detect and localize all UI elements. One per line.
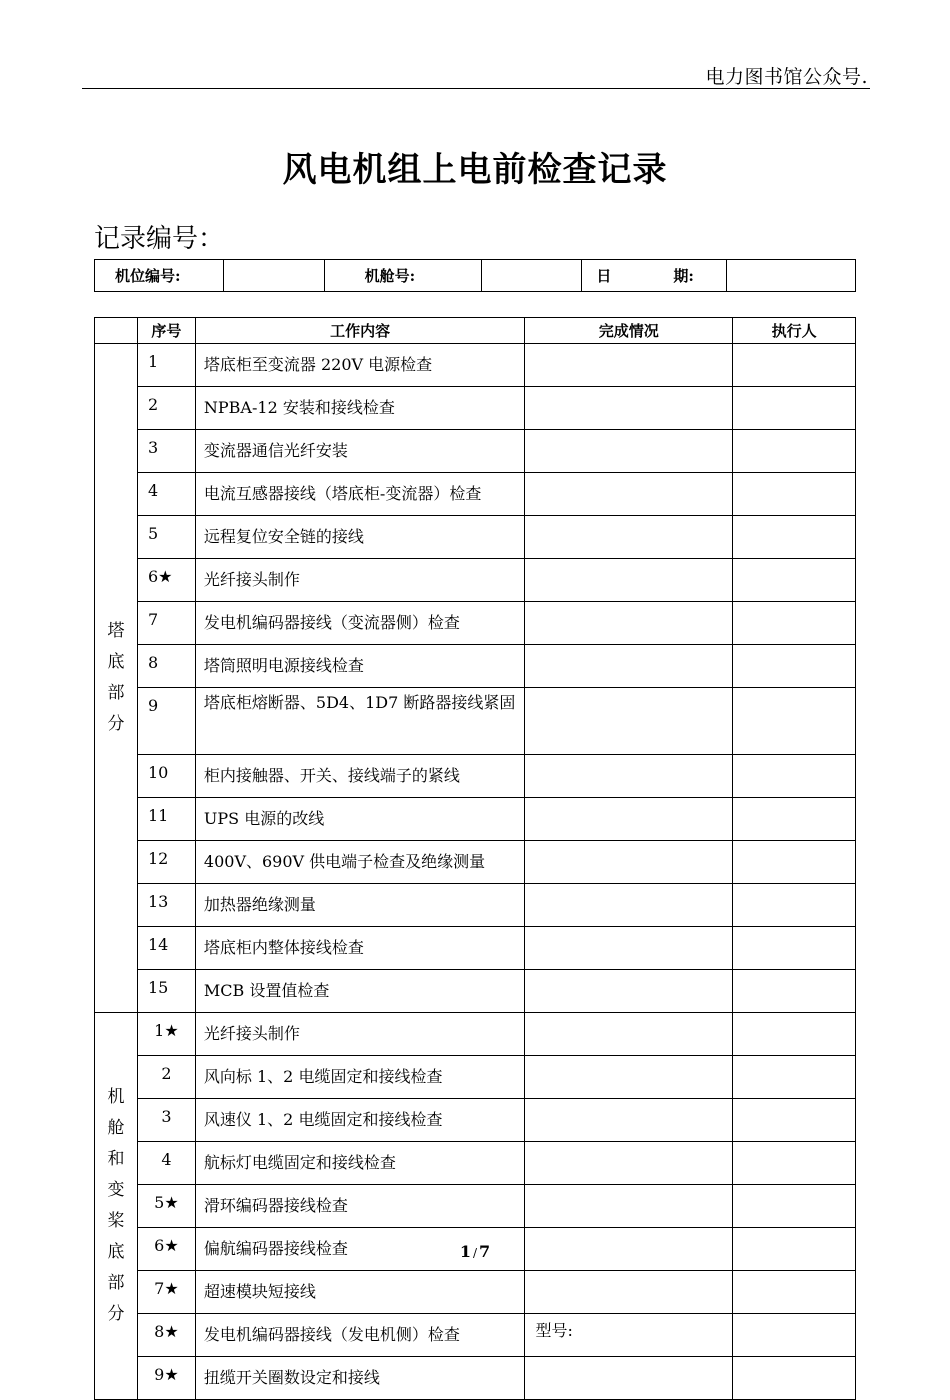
row-executor[interactable]	[733, 516, 856, 559]
table-row	[95, 927, 856, 970]
header-rule	[82, 88, 870, 89]
row-executor[interactable]	[733, 1185, 856, 1228]
row-content: 发电机编码器接线（发电机侧）检查	[195, 1314, 525, 1357]
row-number: 1	[137, 344, 195, 387]
row-executor[interactable]	[733, 1142, 856, 1185]
page-number: 1	[459, 1242, 471, 1261]
row-executor[interactable]	[733, 344, 856, 387]
row-number: 7	[137, 602, 195, 645]
row-content: 塔筒照明电源接线检查	[195, 645, 525, 688]
table-row	[95, 1185, 856, 1228]
row-content: 光纤接头制作	[195, 559, 525, 602]
row-executor[interactable]	[733, 1056, 856, 1099]
row-number: 14	[137, 927, 195, 970]
table-row	[95, 1271, 856, 1314]
row-content: 滑环编码器接线检查	[195, 1185, 525, 1228]
row-content: 变流器通信光纤安装	[195, 430, 525, 473]
row-content: 加热器绝缘测量	[195, 884, 525, 927]
row-content: UPS 电源的改线	[195, 798, 525, 841]
row-number: 3	[137, 430, 195, 473]
row-content: 航标灯电缆固定和接线检查	[195, 1142, 525, 1185]
row-number: 8★	[137, 1314, 195, 1357]
header-section-cell	[95, 318, 138, 344]
row-executor[interactable]	[733, 1271, 856, 1314]
info-table	[94, 259, 856, 292]
row-status[interactable]	[525, 344, 733, 387]
table-row	[95, 884, 856, 927]
row-executor[interactable]	[733, 970, 856, 1013]
row-status[interactable]	[525, 841, 733, 884]
row-status[interactable]	[525, 755, 733, 798]
row-status[interactable]	[525, 798, 733, 841]
row-executor[interactable]	[733, 645, 856, 688]
row-executor[interactable]	[733, 1013, 856, 1056]
row-number: 13	[137, 884, 195, 927]
row-content: 柜内接触器、开关、接线端子的紧线	[195, 755, 525, 798]
row-content: MCB 设置值检查	[195, 970, 525, 1013]
date-label-part1: 日	[596, 267, 612, 285]
row-executor[interactable]	[733, 798, 856, 841]
row-executor[interactable]	[733, 387, 856, 430]
table-row	[95, 1099, 856, 1142]
page-footer: 1 / 7	[459, 1242, 491, 1261]
section-label	[95, 344, 138, 1013]
row-number: 4	[137, 473, 195, 516]
section-name: 机舱和变桨底部分	[107, 1087, 125, 1324]
row-executor[interactable]	[733, 473, 856, 516]
table-row	[95, 1142, 856, 1185]
table-row	[95, 559, 856, 602]
row-content: 塔底柜至变流器 220V 电源检查	[195, 344, 525, 387]
row-content: 风速仪 1、2 电缆固定和接线检查	[195, 1099, 525, 1142]
table-header-row	[95, 318, 856, 344]
column-header-content: 工作内容	[195, 318, 525, 344]
row-executor[interactable]	[733, 841, 856, 884]
row-status[interactable]	[525, 884, 733, 927]
table-row	[95, 841, 856, 884]
table-row	[95, 645, 856, 688]
row-content: 电流互感器接线（塔底柜-变流器）检查	[195, 473, 525, 516]
table-row	[95, 1013, 856, 1056]
column-header-no: 序号	[137, 318, 195, 344]
row-number: 8	[137, 645, 195, 688]
row-status[interactable]	[525, 1271, 733, 1314]
row-executor[interactable]	[733, 1099, 856, 1142]
row-number: 9	[137, 688, 195, 755]
row-status[interactable]	[525, 1056, 733, 1099]
row-status[interactable]	[525, 473, 733, 516]
row-executor[interactable]	[733, 559, 856, 602]
header-text: 电力图书馆公众号.	[705, 66, 868, 88]
row-status[interactable]	[525, 387, 733, 430]
nacelle-number-label: 机舱号:	[324, 260, 482, 292]
record-number-label: 记录编号：	[94, 224, 225, 254]
row-number: 3	[137, 1099, 195, 1142]
table-row	[95, 387, 856, 430]
row-number: 12	[137, 841, 195, 884]
table-row	[95, 1056, 856, 1099]
row-status[interactable]	[525, 1142, 733, 1185]
row-status[interactable]	[525, 688, 733, 755]
row-number: 5	[137, 516, 195, 559]
table-row	[95, 430, 856, 473]
turbine-number-label: 机位编号:	[95, 260, 224, 292]
row-status[interactable]	[525, 559, 733, 602]
row-content: 400V、690V 供电端子检查及绝缘测量	[195, 841, 525, 884]
nacelle-number-value[interactable]	[482, 260, 582, 292]
table-row	[95, 798, 856, 841]
row-number: 6★	[137, 559, 195, 602]
column-header-executor: 执行人	[733, 318, 856, 344]
row-status[interactable]	[525, 516, 733, 559]
row-executor[interactable]	[733, 755, 856, 798]
row-number: 2	[137, 1056, 195, 1099]
date-value[interactable]	[727, 260, 856, 292]
page-total: 7	[479, 1242, 491, 1261]
row-status[interactable]	[525, 1099, 733, 1142]
row-number: 7★	[137, 1271, 195, 1314]
row-executor[interactable]	[733, 1314, 856, 1357]
row-number: 11	[137, 798, 195, 841]
row-status[interactable]	[525, 602, 733, 645]
row-content: NPBA-12 安装和接线检查	[195, 387, 525, 430]
row-number: 2	[137, 387, 195, 430]
row-executor[interactable]	[733, 688, 856, 755]
row-number: 4	[137, 1142, 195, 1185]
date-label	[582, 260, 727, 292]
table-row	[95, 688, 856, 755]
row-content: 扭缆开关圈数设定和接线	[195, 1357, 525, 1400]
table-row	[95, 516, 856, 559]
row-content: 远程复位安全链的接线	[195, 516, 525, 559]
table-row	[95, 1357, 856, 1400]
table-row	[95, 344, 856, 387]
row-number: 15	[137, 970, 195, 1013]
row-executor[interactable]	[733, 430, 856, 473]
page-title: 风电机组上电前检查记录	[282, 150, 668, 190]
row-status[interactable]: 型号:	[525, 1314, 733, 1357]
row-number: 6★	[137, 1228, 195, 1271]
turbine-number-value[interactable]	[223, 260, 324, 292]
section-label	[95, 1013, 138, 1400]
table-row	[95, 602, 856, 645]
row-status[interactable]	[525, 927, 733, 970]
column-header-status: 完成情况	[525, 318, 733, 344]
row-executor[interactable]	[733, 884, 856, 927]
table-row	[95, 755, 856, 798]
row-content: 偏航编码器接线检查	[195, 1228, 525, 1271]
row-number: 1★	[137, 1013, 195, 1056]
row-status[interactable]	[525, 645, 733, 688]
row-executor[interactable]	[733, 602, 856, 645]
row-status[interactable]	[525, 1357, 733, 1400]
date-label-part2: 期:	[673, 267, 694, 285]
row-content: 超速模块短接线	[195, 1271, 525, 1314]
check-table	[94, 317, 856, 1400]
row-content: 塔底柜熔断器、5D4、1D7 断路器接线紧固	[195, 688, 525, 755]
row-content: 塔底柜内整体接线检查	[195, 927, 525, 970]
table-row	[95, 473, 856, 516]
row-executor[interactable]	[733, 927, 856, 970]
row-number: 10	[137, 755, 195, 798]
row-status[interactable]	[525, 1185, 733, 1228]
row-status[interactable]	[525, 430, 733, 473]
table-row	[95, 970, 856, 1013]
row-number: 9★	[137, 1357, 195, 1400]
row-status[interactable]	[525, 970, 733, 1013]
row-content: 风向标 1、2 电缆固定和接线检查	[195, 1056, 525, 1099]
row-number: 5★	[137, 1185, 195, 1228]
table-row	[95, 1314, 856, 1357]
row-executor[interactable]	[733, 1357, 856, 1400]
section-name: 塔底部分	[107, 621, 125, 734]
row-content: 光纤接头制作	[195, 1013, 525, 1056]
row-status[interactable]	[525, 1013, 733, 1056]
row-content: 发电机编码器接线（变流器侧）检查	[195, 602, 525, 645]
